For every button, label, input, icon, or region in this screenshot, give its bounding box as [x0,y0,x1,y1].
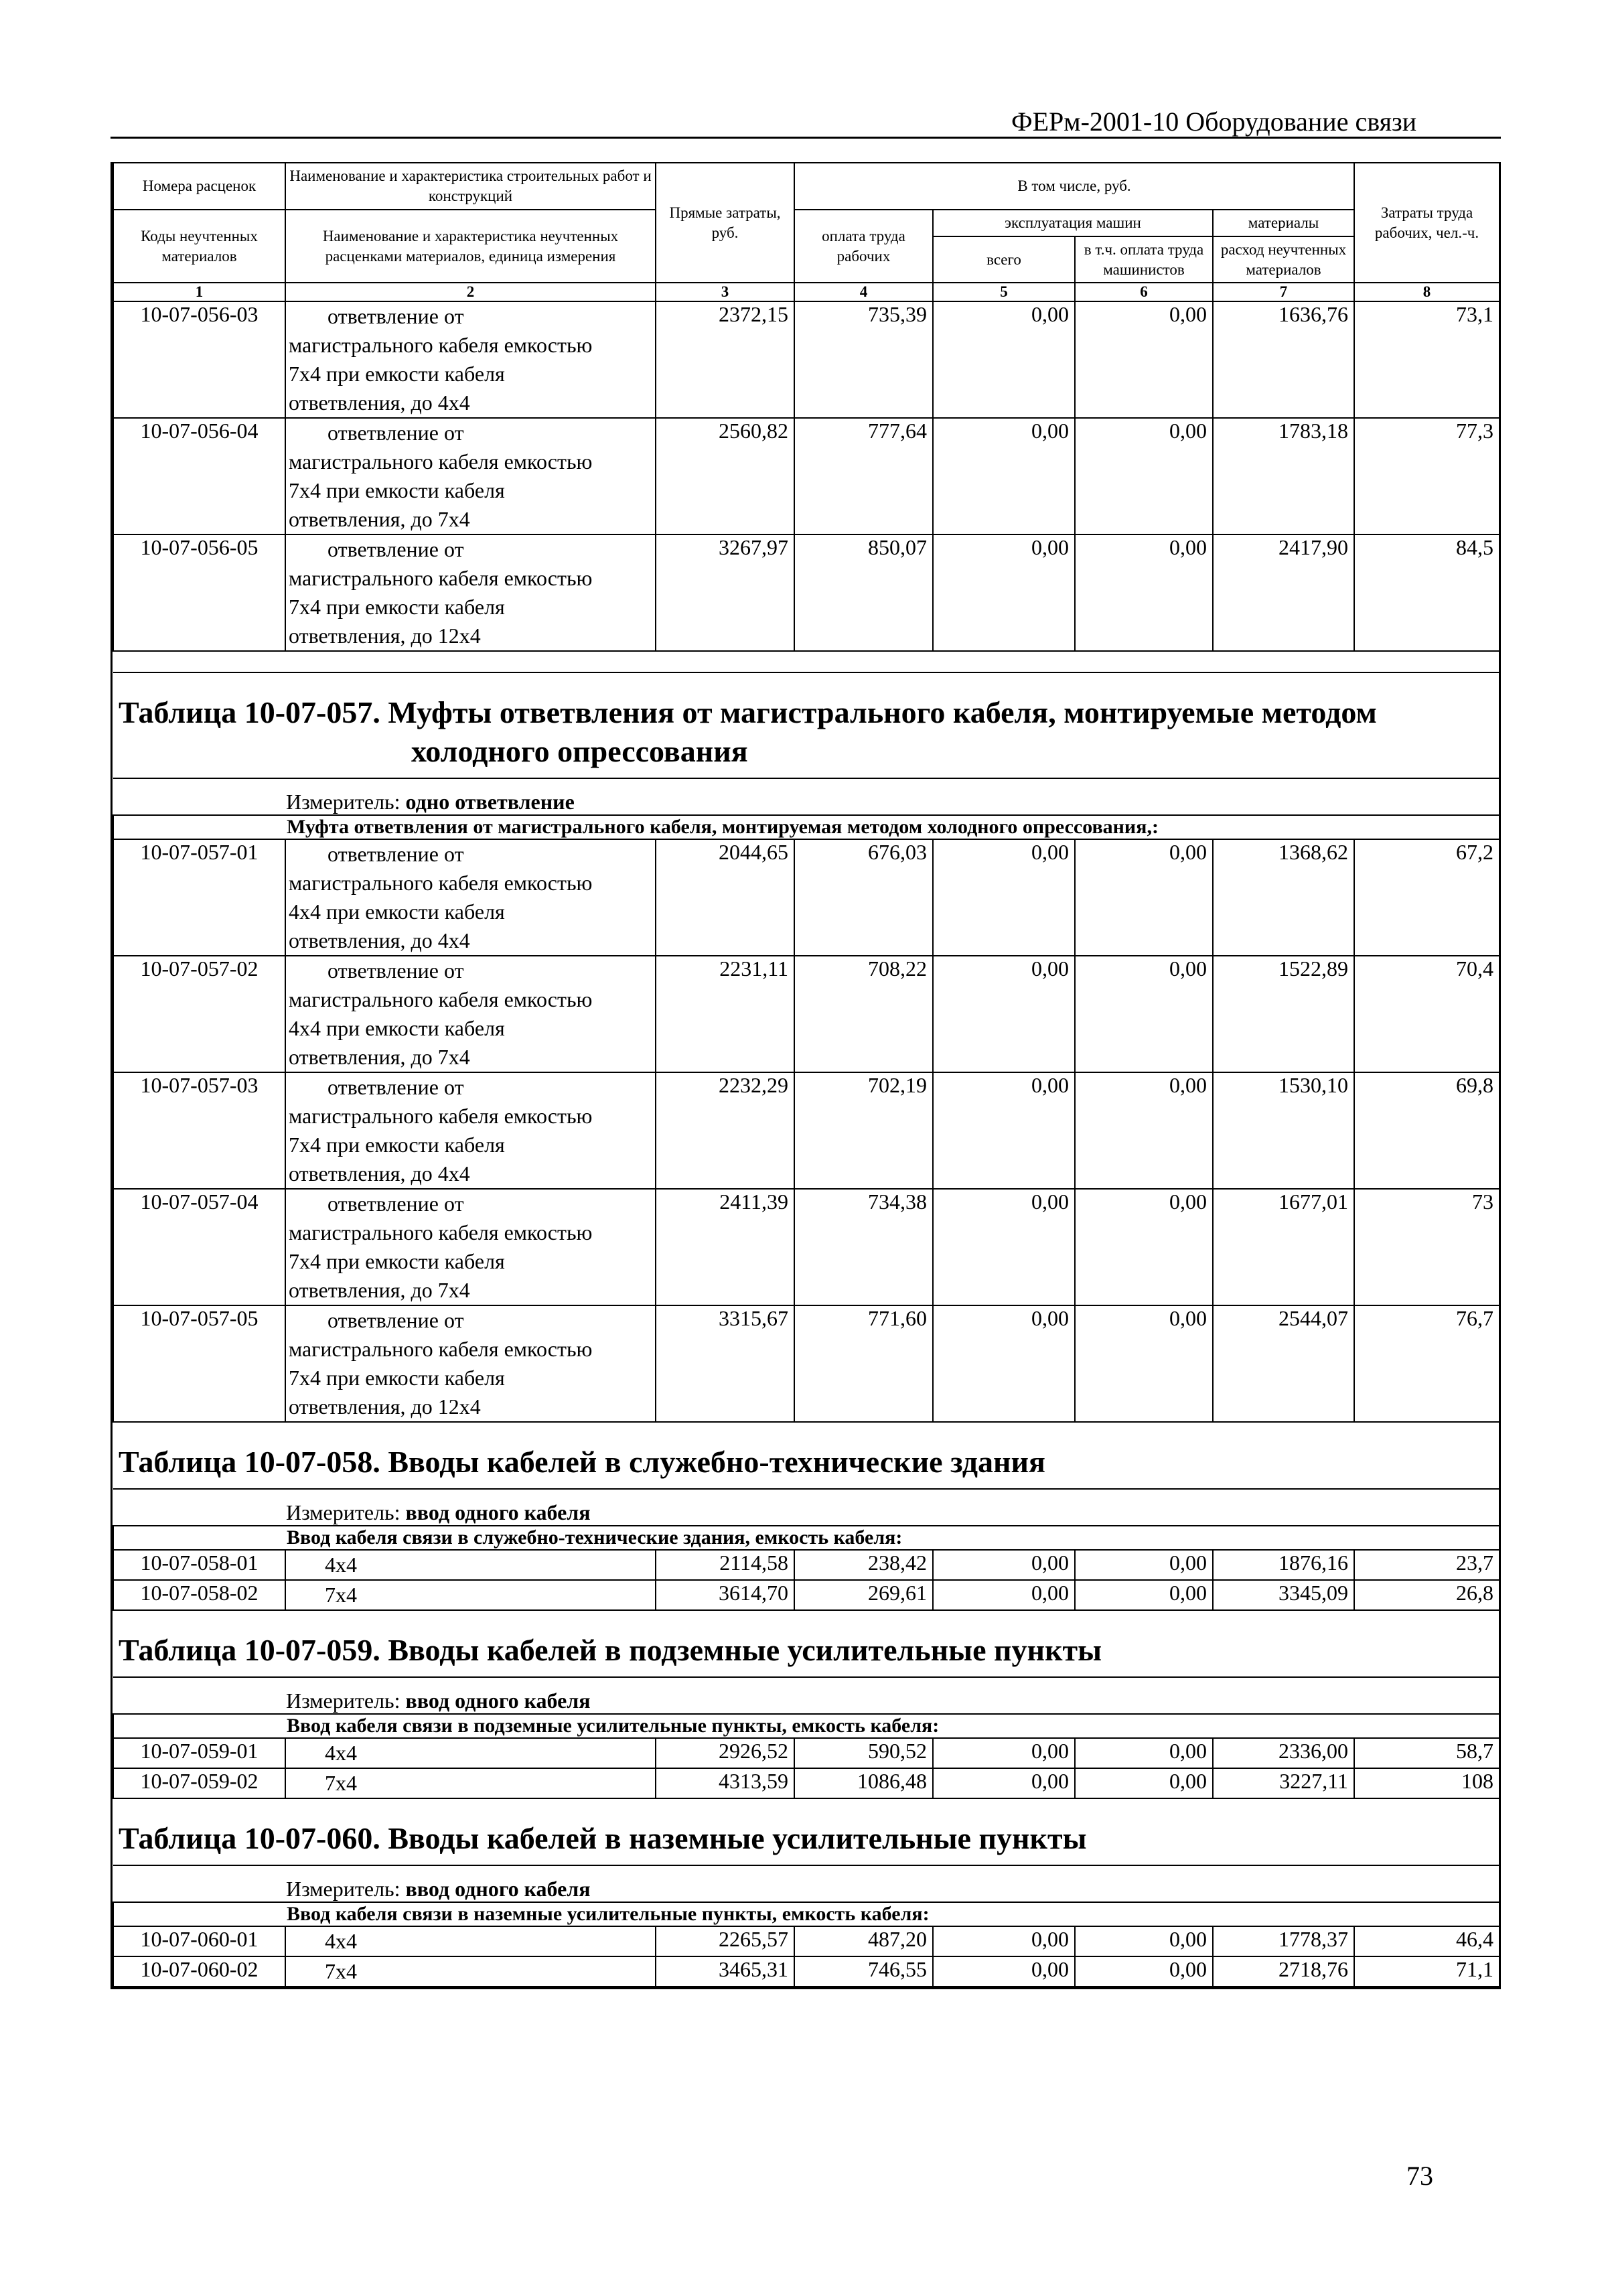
description-line: ответвление от [327,1075,464,1100]
labor-cost: 777,64 [794,418,933,534]
materials-cost: 1530,10 [1213,1072,1354,1189]
section-gap [113,651,1499,672]
description-line: магистрального кабеля емкостью [289,1337,593,1362]
col-num: 6 [1075,283,1213,301]
col-head-names-bottom: Наименование и характеристика неучтенных расценками материалов, единица измерения [285,210,656,283]
description-line: 4х4 при емкости кабеля [289,900,505,924]
machines-total: 0,00 [933,1926,1075,1956]
col-num: 1 [113,283,285,301]
machines-total: 0,00 [933,1550,1075,1580]
direct-cost: 2926,52 [656,1738,794,1768]
labor-hours: 58,7 [1354,1738,1499,1768]
price-table [113,162,1500,1987]
labor-hours: 73,1 [1354,301,1499,418]
labor-cost: 708,22 [794,956,933,1072]
price-row [113,1072,1499,1189]
description-line: магистрального кабеля емкостью [289,1220,593,1245]
price-row [113,1580,1499,1610]
price-row [113,1768,1499,1798]
labor-hours: 23,7 [1354,1550,1499,1580]
labor-hours: 77,3 [1354,418,1499,534]
price-row [113,1738,1499,1768]
cable-capacity: 4х4 [285,1738,656,1768]
labor-hours: 71,1 [1354,1956,1499,1987]
column-numbers-row [113,283,1499,301]
materials-cost: 1677,01 [1213,1189,1354,1305]
description-line: 7х4 при емкости кабеля [289,1366,505,1390]
description-line: магистрального кабеля емкостью [289,333,593,358]
labor-cost: 702,19 [794,1072,933,1189]
labor-hours: 84,5 [1354,534,1499,651]
labor-cost: 487,20 [794,1926,933,1956]
machinist-labor: 0,00 [1075,1072,1213,1189]
labor-hours: 69,8 [1354,1072,1499,1189]
labor-cost: 590,52 [794,1738,933,1768]
rate-code: 10-07-056-04 [113,418,285,534]
machinist-labor: 0,00 [1075,1580,1213,1610]
description-line: 7х4 при емкости кабеля [289,1133,505,1157]
rate-code: 10-07-057-01 [113,839,285,956]
machines-total: 0,00 [933,418,1075,534]
price-row [113,956,1499,1072]
labor-cost: 238,42 [794,1550,933,1580]
table-059-title: Таблица 10-07-059. Вводы кабелей в подземные усилительные пункты [113,1610,1499,1677]
materials-cost: 3345,09 [1213,1580,1354,1610]
col-head-mach-labor: в т.ч. оплата труда машинистов [1075,236,1213,283]
cable-capacity: 4х4 [285,1550,656,1580]
rate-code: 10-07-057-04 [113,1189,285,1305]
direct-cost: 2114,58 [656,1550,794,1580]
rate-code: 10-07-058-02 [113,1580,285,1610]
materials-cost: 1636,76 [1213,301,1354,418]
labor-hours: 73 [1354,1189,1499,1305]
col-head-materials: материалы [1213,210,1354,236]
rate-code: 10-07-059-02 [113,1768,285,1798]
description-line: ответвления, до 4х4 [289,390,470,415]
machinist-labor: 0,00 [1075,1738,1213,1768]
description-line: 4х4 при емкости кабеля [289,1016,505,1041]
description-line: ответвления, до 4х4 [289,928,470,953]
table-058-group: Ввод кабеля связи в служебно-технические здания, емкость кабеля: [113,1526,1499,1550]
materials-cost: 1778,37 [1213,1926,1354,1956]
labor-hours: 67,2 [1354,839,1499,956]
rate-code: 10-07-060-02 [113,1956,285,1987]
work-description [285,839,656,956]
page-number: 73 [1406,2161,1433,2191]
description-line: магистрального кабеля емкостью [289,1104,593,1129]
direct-cost: 4313,59 [656,1768,794,1798]
machines-total: 0,00 [933,1189,1075,1305]
labor-hours: 46,4 [1354,1926,1499,1956]
machinist-labor: 0,00 [1075,1305,1213,1422]
price-row [113,418,1499,534]
direct-cost: 2560,82 [656,418,794,534]
table-060-meter: Измеритель: ввод одного кабеля [113,1865,1499,1902]
direct-cost: 2372,15 [656,301,794,418]
description-line: ответвление от [327,304,464,329]
direct-cost: 2411,39 [656,1189,794,1305]
col-num: 3 [656,283,794,301]
machines-total: 0,00 [933,1580,1075,1610]
description-line: 7х4 при емкости кабеля [289,595,505,620]
col-num: 4 [794,283,933,301]
materials-cost: 1783,18 [1213,418,1354,534]
rate-code: 10-07-057-02 [113,956,285,1072]
price-row [113,1926,1499,1956]
work-description [285,1189,656,1305]
col-num: 8 [1354,283,1499,301]
labor-cost: 734,38 [794,1189,933,1305]
machinist-labor: 0,00 [1075,418,1213,534]
machinist-labor: 0,00 [1075,839,1213,956]
rate-code: 10-07-058-01 [113,1550,285,1580]
description-line: ответвления, до 7х4 [289,1278,470,1303]
description-line: ответвления, до 7х4 [289,507,470,532]
table-057-meter: Измеритель: одно ответвление [113,778,1499,815]
labor-cost: 676,03 [794,839,933,956]
machines-total: 0,00 [933,1072,1075,1189]
table-059-group: Ввод кабеля связи в подземные усилительные пункты, емкость кабеля: [113,1714,1499,1738]
description-line: 7х4 при емкости кабеля [289,362,505,386]
header-rule [111,137,1501,139]
machinist-labor: 0,00 [1075,956,1213,1072]
direct-cost: 2232,29 [656,1072,794,1189]
price-row [113,534,1499,651]
description-line: 7х4 при емкости кабеля [289,1249,505,1274]
machines-total: 0,00 [933,534,1075,651]
work-description [285,418,656,534]
direct-cost: 3267,97 [656,534,794,651]
direct-cost: 2044,65 [656,839,794,956]
work-description [285,301,656,418]
col-head-incl: В том числе, руб. [794,163,1354,210]
price-row [113,1189,1499,1305]
description-line: ответвления, до 4х4 [289,1161,470,1186]
materials-cost: 1876,16 [1213,1550,1354,1580]
col-head-machines: эксплуатация машин [933,210,1213,236]
labor-cost: 850,07 [794,534,933,651]
description-line: 7х4 при емкости кабеля [289,478,505,503]
work-description [285,956,656,1072]
materials-cost: 2417,90 [1213,534,1354,651]
description-line: ответвление от [327,421,464,445]
rate-code: 10-07-057-05 [113,1305,285,1422]
description-line: ответвление от [327,1308,464,1333]
work-description [285,1305,656,1422]
description-line: ответвление от [327,842,464,867]
col-num: 2 [285,283,656,301]
col-head-codes-top: Номера расценок [113,163,285,210]
col-head-mach-total: всего [933,236,1075,283]
cable-capacity: 7х4 [285,1768,656,1798]
direct-cost: 2265,57 [656,1926,794,1956]
col-head-direct: Прямые затраты, руб. [656,163,794,283]
machinist-labor: 0,00 [1075,1768,1213,1798]
page-header-title: ФЕРм-2001-10 Оборудование связи [1011,106,1417,137]
labor-cost: 771,60 [794,1305,933,1422]
cable-capacity: 4х4 [285,1926,656,1956]
col-head-names-top: Наименование и характеристика строительных работ и конструкций [285,163,656,210]
description-line: ответвление от [327,1192,464,1216]
description-line: ответвление от [327,537,464,562]
description-line: магистрального кабеля емкостью [289,566,593,591]
direct-cost: 3614,70 [656,1580,794,1610]
materials-cost: 2544,07 [1213,1305,1354,1422]
col-num: 7 [1213,283,1354,301]
price-row [113,839,1499,956]
labor-cost: 746,55 [794,1956,933,1987]
direct-cost: 2231,11 [656,956,794,1072]
work-description [285,1072,656,1189]
work-description [285,534,656,651]
description-line: ответвление от [327,958,464,983]
labor-hours: 108 [1354,1768,1499,1798]
materials-cost: 2718,76 [1213,1956,1354,1987]
table-060-title: Таблица 10-07-060. Вводы кабелей в наземные усилительные пункты [113,1798,1499,1865]
machines-total: 0,00 [933,1956,1075,1987]
labor-cost: 1086,48 [794,1768,933,1798]
description-line: магистрального кабеля емкостью [289,987,593,1012]
table-057-title: Таблица 10-07-057. Муфты ответвления от магистрального кабеля, монтируемые методом холодного опрессования [113,672,1499,778]
price-row [113,1305,1499,1422]
cable-capacity: 7х4 [285,1956,656,1987]
price-table-sheet [111,162,1501,1989]
table-058-title: Таблица 10-07-058. Вводы кабелей в служебно-технические здания [113,1422,1499,1489]
price-row [113,1550,1499,1580]
direct-cost: 3315,67 [656,1305,794,1422]
col-head-labor: оплата труда рабочих [794,210,933,283]
direct-cost: 3465,31 [656,1956,794,1987]
rate-code: 10-07-059-01 [113,1738,285,1768]
rate-code: 10-07-056-03 [113,301,285,418]
rate-code: 10-07-057-03 [113,1072,285,1189]
machinist-labor: 0,00 [1075,1189,1213,1305]
machines-total: 0,00 [933,1768,1075,1798]
col-head-codes-bottom: Коды неучтенных материалов [113,210,285,283]
machinist-labor: 0,00 [1075,534,1213,651]
machinist-labor: 0,00 [1075,1550,1213,1580]
table-058-meter: Измеритель: ввод одного кабеля [113,1489,1499,1526]
labor-hours: 70,4 [1354,956,1499,1072]
materials-cost: 1368,62 [1213,839,1354,956]
machines-total: 0,00 [933,1738,1075,1768]
machinist-labor: 0,00 [1075,1926,1213,1956]
machines-total: 0,00 [933,1305,1075,1422]
table-057-group: Муфта ответвления от магистрального кабеля, монтируемая методом холодного опрессования,: [113,815,1499,839]
labor-cost: 735,39 [794,301,933,418]
materials-cost: 3227,11 [1213,1768,1354,1798]
materials-cost: 2336,00 [1213,1738,1354,1768]
labor-cost: 269,61 [794,1580,933,1610]
price-row [113,301,1499,418]
description-line: магистрального кабеля емкостью [289,871,593,895]
machinist-labor: 0,00 [1075,301,1213,418]
col-head-mat-use: расход неучтенных материалов [1213,236,1354,283]
cable-capacity: 7х4 [285,1580,656,1610]
rate-code: 10-07-056-05 [113,534,285,651]
table-060-group: Ввод кабеля связи в наземные усилительные пункты, емкость кабеля: [113,1902,1499,1926]
machines-total: 0,00 [933,839,1075,956]
col-num: 5 [933,283,1075,301]
materials-cost: 1522,89 [1213,956,1354,1072]
table-059-meter: Измеритель: ввод одного кабеля [113,1677,1499,1714]
description-line: ответвления, до 7х4 [289,1045,470,1070]
description-line: ответвления, до 12х4 [289,624,481,648]
labor-hours: 26,8 [1354,1580,1499,1610]
machines-total: 0,00 [933,301,1075,418]
rate-code: 10-07-060-01 [113,1926,285,1956]
labor-hours: 76,7 [1354,1305,1499,1422]
description-line: магистрального кабеля емкостью [289,449,593,474]
price-row [113,1956,1499,1987]
col-head-hours: Затраты труда рабочих, чел.-ч. [1354,163,1499,283]
description-line: ответвления, до 12х4 [289,1394,481,1419]
machinist-labor: 0,00 [1075,1956,1213,1987]
machines-total: 0,00 [933,956,1075,1072]
